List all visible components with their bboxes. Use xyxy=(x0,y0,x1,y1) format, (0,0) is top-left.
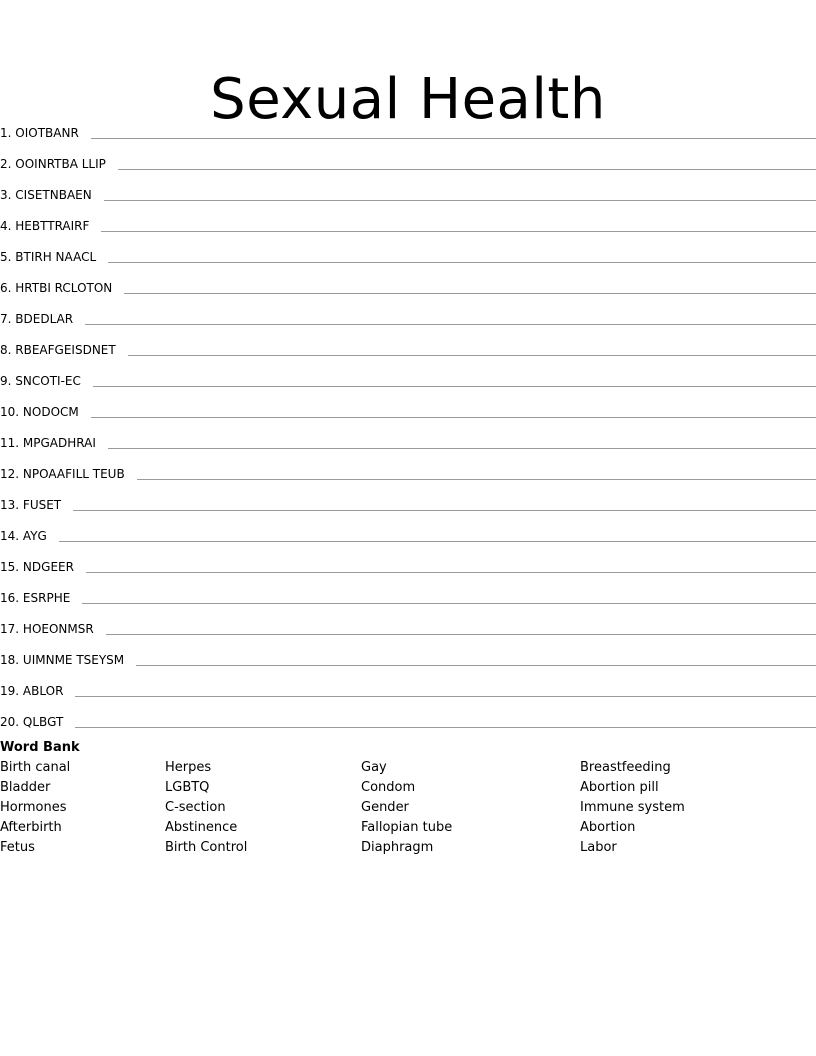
question-number: 5. xyxy=(0,250,12,264)
word-bank-item: Abstinence xyxy=(165,820,238,835)
scrambled-word: FUSET xyxy=(22,498,62,512)
answer-line[interactable] xyxy=(108,262,816,263)
word-bank-grid xyxy=(0,758,816,858)
question-number: 7. xyxy=(0,312,12,326)
question-row xyxy=(0,699,816,730)
word-bank-item: Gender xyxy=(361,800,409,815)
question-number: 8. xyxy=(0,343,12,357)
question-row xyxy=(0,420,816,451)
question-number: 18. xyxy=(0,653,20,667)
scrambled-word: BTIRH NAACL xyxy=(15,250,97,264)
question-text xyxy=(0,435,108,451)
answer-line[interactable] xyxy=(93,386,816,387)
question-row xyxy=(0,234,816,265)
question-text xyxy=(0,218,101,234)
scrambled-word: UIMNME TSEYSM xyxy=(22,653,125,667)
answer-line[interactable] xyxy=(136,665,816,666)
question-text xyxy=(0,311,85,327)
word-bank-item: Fallopian tube xyxy=(361,820,453,835)
answer-line[interactable] xyxy=(75,727,816,728)
answer-line[interactable] xyxy=(91,138,816,139)
question-number: 17. xyxy=(0,622,20,636)
question-text xyxy=(0,125,91,141)
word-bank-item: Breastfeeding xyxy=(580,760,671,775)
question-row xyxy=(0,668,816,699)
scrambled-word: NPOAAFILL TEUB xyxy=(22,467,125,481)
scrambled-word: ESRPHE xyxy=(22,591,71,605)
question-number: 13. xyxy=(0,498,20,512)
answer-line[interactable] xyxy=(118,169,816,170)
scrambled-word: RBEAFGEISDNET xyxy=(15,343,116,357)
word-bank-item: LGBTQ xyxy=(165,780,210,795)
question-number: 16. xyxy=(0,591,20,605)
question-number: 3. xyxy=(0,188,12,202)
scrambled-word: SNCOTI-EC xyxy=(15,374,81,388)
question-number: 19. xyxy=(0,684,20,698)
word-bank-item: Gay xyxy=(361,760,387,775)
question-number: 20. xyxy=(0,715,20,729)
scrambled-word: CISETNBAEN xyxy=(15,188,92,202)
question-text xyxy=(0,652,136,668)
answer-line[interactable] xyxy=(73,510,816,511)
answer-line[interactable] xyxy=(128,355,816,356)
word-bank-item: Condom xyxy=(361,780,416,795)
question-number: 12. xyxy=(0,467,20,481)
scrambled-word: HOEONMSR xyxy=(22,622,94,636)
question-row xyxy=(0,482,816,513)
question-text xyxy=(0,683,75,699)
word-bank-item: Afterbirth xyxy=(0,820,62,835)
question-row xyxy=(0,637,816,668)
question-number: 15. xyxy=(0,560,20,574)
word-bank xyxy=(0,738,816,858)
word-bank-item: Birth canal xyxy=(0,760,71,775)
question-row xyxy=(0,203,816,234)
question-row xyxy=(0,296,816,327)
word-bank-column xyxy=(165,758,247,858)
question-text xyxy=(0,280,124,296)
answer-line[interactable] xyxy=(106,634,816,635)
question-number: 6. xyxy=(0,281,12,295)
scrambled-word: MPGADHRAI xyxy=(22,436,96,450)
question-text xyxy=(0,590,82,606)
answer-line[interactable] xyxy=(124,293,816,294)
question-text xyxy=(0,621,106,637)
scrambled-word: HEBTTRAIRF xyxy=(15,219,90,233)
word-bank-item: Bladder xyxy=(0,780,51,795)
word-bank-item: Fetus xyxy=(0,840,35,855)
question-text xyxy=(0,466,137,482)
word-bank-item: Abortion pill xyxy=(580,780,659,795)
question-row xyxy=(0,513,816,544)
question-text xyxy=(0,342,128,358)
question-text xyxy=(0,528,59,544)
word-bank-item: Birth Control xyxy=(165,840,248,855)
word-bank-item: Diaphragm xyxy=(361,840,434,855)
answer-line[interactable] xyxy=(82,603,816,604)
scrambled-word: HRTBI RCLOTON xyxy=(15,281,113,295)
question-number: 1. xyxy=(0,126,12,140)
scrambled-word: QLBGT xyxy=(22,715,64,729)
question-text xyxy=(0,714,75,730)
answer-line[interactable] xyxy=(86,572,816,573)
question-number: 9. xyxy=(0,374,12,388)
answer-line[interactable] xyxy=(85,324,816,325)
answer-line[interactable] xyxy=(108,448,816,449)
question-number: 10. xyxy=(0,405,20,419)
scrambled-word: OOINRTBA LLIP xyxy=(15,157,106,171)
question-row xyxy=(0,544,816,575)
scrambled-word: AYG xyxy=(22,529,47,543)
page-title: Sexual Health xyxy=(210,66,606,132)
answer-line[interactable] xyxy=(59,541,816,542)
word-bank-item: Herpes xyxy=(165,760,212,775)
word-bank-column xyxy=(361,758,452,858)
scrambled-word: BDEDLAR xyxy=(15,312,74,326)
question-row xyxy=(0,575,816,606)
question-text xyxy=(0,249,108,265)
answer-line[interactable] xyxy=(101,231,816,232)
word-bank-item: C-section xyxy=(165,800,226,815)
word-bank-item: Labor xyxy=(580,840,617,855)
question-row xyxy=(0,451,816,482)
question-number: 14. xyxy=(0,529,20,543)
question-number: 2. xyxy=(0,157,12,171)
question-text xyxy=(0,497,73,513)
question-text xyxy=(0,156,118,172)
scrambled-word: OIOTBANR xyxy=(15,126,79,140)
question-row xyxy=(0,389,816,420)
scrambled-word: ABLOR xyxy=(22,684,64,698)
question-row xyxy=(0,110,816,141)
question-text xyxy=(0,187,104,203)
answer-line[interactable] xyxy=(91,417,816,418)
question-row xyxy=(0,172,816,203)
word-bank-title: Word Bank xyxy=(0,740,80,755)
question-text xyxy=(0,559,86,575)
question-text xyxy=(0,404,91,420)
answer-line[interactable] xyxy=(104,200,816,201)
scrambled-word: NODOCM xyxy=(22,405,79,419)
answer-line[interactable] xyxy=(75,696,816,697)
question-row xyxy=(0,358,816,389)
word-bank-column xyxy=(580,758,685,858)
word-bank-item: Immune system xyxy=(580,800,685,815)
question-row xyxy=(0,265,816,296)
word-bank-item: Hormones xyxy=(0,800,67,815)
answer-line[interactable] xyxy=(137,479,816,480)
scrambled-word: NDGEER xyxy=(22,560,74,574)
word-bank-item: Abortion xyxy=(580,820,636,835)
question-number: 4. xyxy=(0,219,12,233)
question-list xyxy=(0,110,816,730)
word-bank-column xyxy=(0,758,70,858)
question-text xyxy=(0,373,93,389)
question-number: 11. xyxy=(0,436,20,450)
question-row xyxy=(0,606,816,637)
question-row xyxy=(0,327,816,358)
question-row xyxy=(0,141,816,172)
